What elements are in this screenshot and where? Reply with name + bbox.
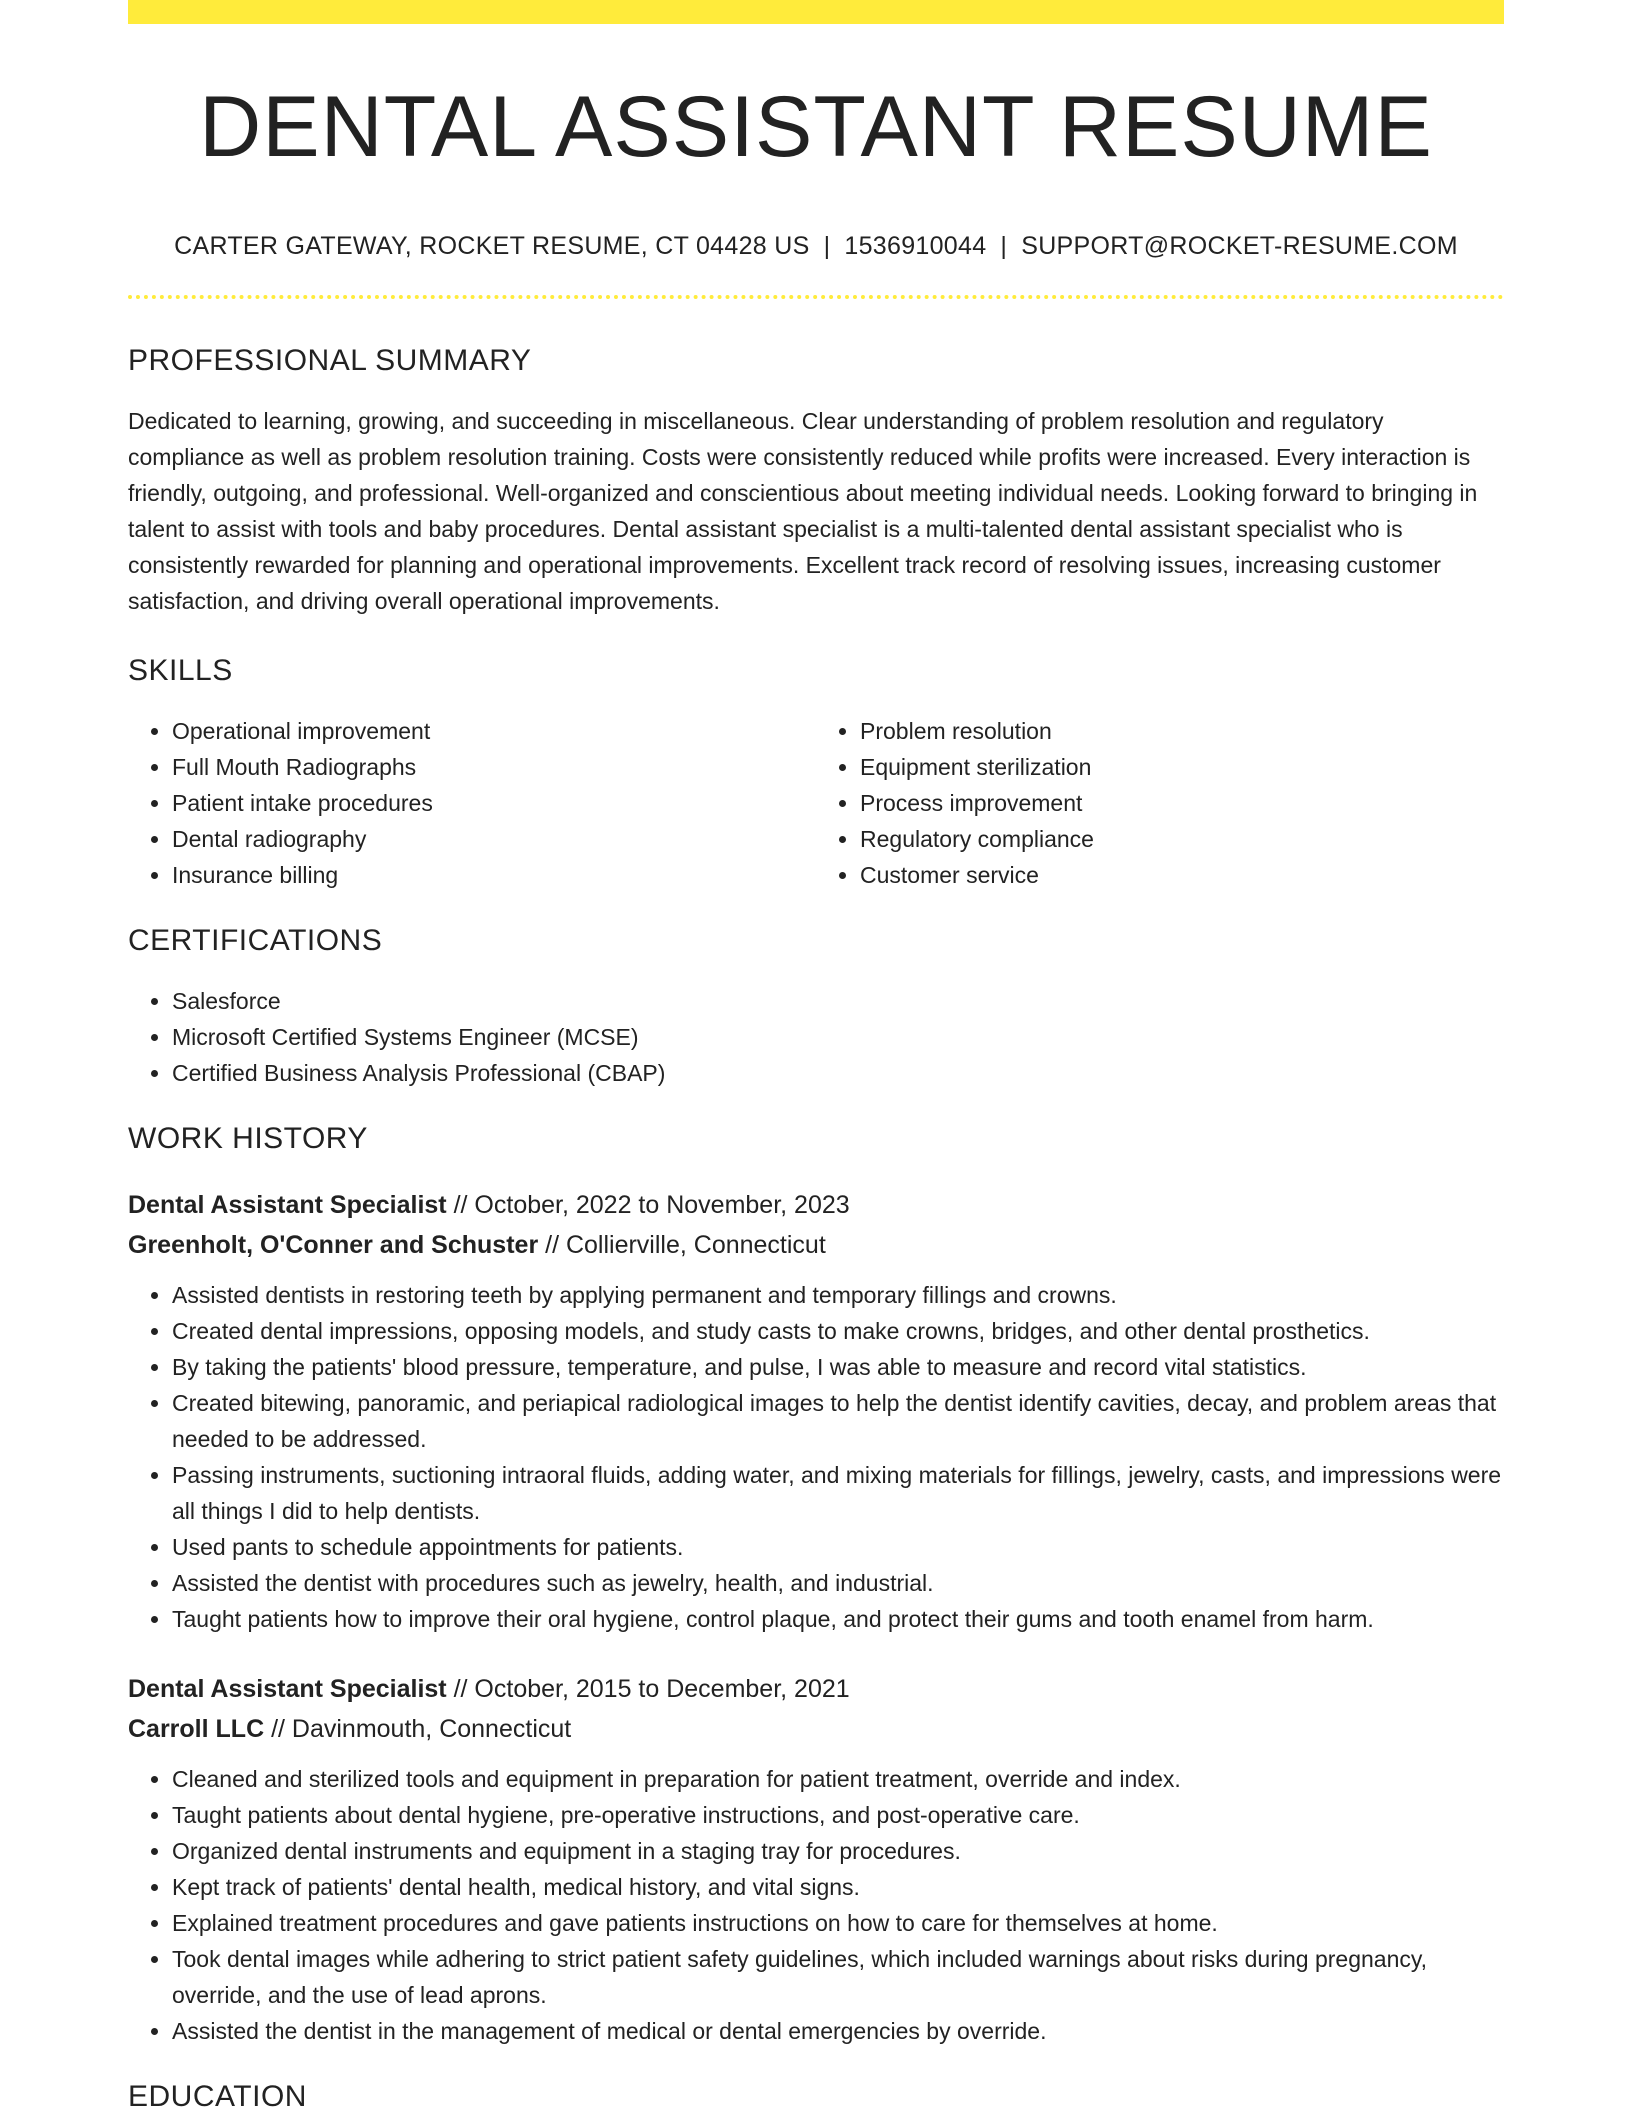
dotted-divider xyxy=(128,295,1504,299)
job-bullet: • Assisted the dentist in the management of medical or dental emergencies by override. xyxy=(172,2013,1504,2049)
job-dates: // October, 2015 to December, 2021 xyxy=(446,1674,850,1703)
skill-item: • Regulatory compliance xyxy=(860,821,1504,857)
job-bullet: • By taking the patients' blood pressure, temperature, and pulse, I was able to measure and record vital statistics. xyxy=(172,1349,1504,1385)
job-bullets xyxy=(128,1761,1504,2049)
job-bullet: • Passing instruments, suctioning intraoral fluids, adding water, and mixing materials for fillings, jewelry, casts, and impressions were all things I did to help dentists. xyxy=(172,1457,1504,1529)
resume-title: DENTAL ASSISTANT RESUME xyxy=(199,79,1433,175)
section-title-summary: PROFESSIONAL SUMMARY xyxy=(128,343,532,377)
section-title-skills: SKILLS xyxy=(128,653,233,687)
resume-page xyxy=(128,0,1504,2115)
job-company: Greenholt, O'Conner and Schuster xyxy=(128,1230,539,1259)
skill-item: • Equipment sterilization xyxy=(860,749,1504,785)
job-entry xyxy=(128,1185,1504,1637)
job-bullet: • Assisted the dentist with procedures such as jewelry, health, and industrial. xyxy=(172,1565,1504,1601)
job-bullet: • Taught patients about dental hygiene, pre-operative instructions, and post-operative care. xyxy=(172,1797,1504,1833)
contact-line xyxy=(128,231,1504,261)
contact-separator: | xyxy=(1000,231,1008,260)
top-accent-bar xyxy=(128,0,1504,24)
certification-item: • Microsoft Certified Systems Engineer (MCSE) xyxy=(172,1019,1504,1055)
section-title-work-history: WORK HISTORY xyxy=(128,1121,368,1155)
skill-item: • Full Mouth Radiographs xyxy=(172,749,816,785)
skill-item: • Customer service xyxy=(860,857,1504,893)
job-bullet: • Created bitewing, panoramic, and periapical radiological images to help the dentist identify cavities, decay, and problem areas that needed to be addressed. xyxy=(172,1385,1504,1457)
skill-item: • Problem resolution xyxy=(860,713,1504,749)
job-location: // Davinmouth, Connecticut xyxy=(264,1714,572,1743)
job-location: // Collierville, Connecticut xyxy=(538,1230,826,1259)
section-title-education: EDUCATION xyxy=(128,2079,307,2113)
job-bullet: • Used pants to schedule appointments for patients. xyxy=(172,1529,1504,1565)
job-bullet: • Assisted dentists in restoring teeth by applying permanent and temporary fillings and crowns. xyxy=(172,1277,1504,1313)
contact-email: SUPPORT@ROCKET-RESUME.COM xyxy=(1021,231,1458,260)
job-bullet: • Taught patients how to improve their oral hygiene, control plaque, and protect their gums and tooth enamel from harm. xyxy=(172,1601,1504,1637)
contact-address: CARTER GATEWAY, ROCKET RESUME, CT 04428 US xyxy=(174,231,810,260)
job-bullet: • Kept track of patients' dental health, medical history, and vital signs. xyxy=(172,1869,1504,1905)
job-bullet: • Explained treatment procedures and gave patients instructions on how to care for themselves at home. xyxy=(172,1905,1504,1941)
contact-phone: 1536910044 xyxy=(844,231,987,260)
skill-item: • Patient intake procedures xyxy=(172,785,816,821)
certification-item: • Salesforce xyxy=(172,983,1504,1019)
job-bullet: • Took dental images while adhering to strict patient safety guidelines, which included warnings about risks during pregnancy, override, and the use of lead aprons. xyxy=(172,1941,1504,2013)
job-company: Carroll LLC xyxy=(128,1714,265,1743)
section-title-certifications: CERTIFICATIONS xyxy=(128,923,383,957)
skill-item: • Process improvement xyxy=(860,785,1504,821)
skills-columns xyxy=(128,713,1504,893)
skill-item: • Insurance billing xyxy=(172,857,816,893)
contact-separator: | xyxy=(823,231,831,260)
job-bullet: • Organized dental instruments and equipment in a staging tray for procedures. xyxy=(172,1833,1504,1869)
skill-item: • Operational improvement xyxy=(172,713,816,749)
skills-list-right xyxy=(816,713,1504,893)
job-dates: // October, 2022 to November, 2023 xyxy=(446,1190,850,1219)
job-header xyxy=(128,1185,1504,1265)
job-bullet: • Created dental impressions, opposing models, and study casts to make crowns, bridges, and other dental prosthetics. xyxy=(172,1313,1504,1349)
job-header xyxy=(128,1669,1504,1749)
summary-text: Dedicated to learning, growing, and succeeding in miscellaneous. Clear understanding of problem resolution and regulatory compliance as well as problem resolution training. Costs were consistently reduced while profits were increased. Every interaction is friendly, outgoing, and professional. Well-organized and conscientious about meeting individual needs. Looking forward to bringing in talent to assist with tools and baby procedures. Dental assistant specialist is a multi-talented dental assistant specialist who is consistently rewarded for planning and operational improvements. Excellent track record of resolving issues, increasing customer satisfaction, and driving overall operational improvements. xyxy=(128,407,1478,614)
job-bullet: • Cleaned and sterilized tools and equipment in preparation for patient treatment, override and index. xyxy=(172,1761,1504,1797)
skill-item: • Dental radiography xyxy=(172,821,816,857)
job-role: Dental Assistant Specialist xyxy=(128,1190,447,1219)
certification-item: • Certified Business Analysis Professional (CBAP) xyxy=(172,1055,1504,1091)
job-role: Dental Assistant Specialist xyxy=(128,1674,447,1703)
job-entry xyxy=(128,1669,1504,2049)
job-bullets xyxy=(128,1277,1504,1637)
certifications-list xyxy=(128,983,1504,1091)
skills-list-left xyxy=(128,713,816,893)
